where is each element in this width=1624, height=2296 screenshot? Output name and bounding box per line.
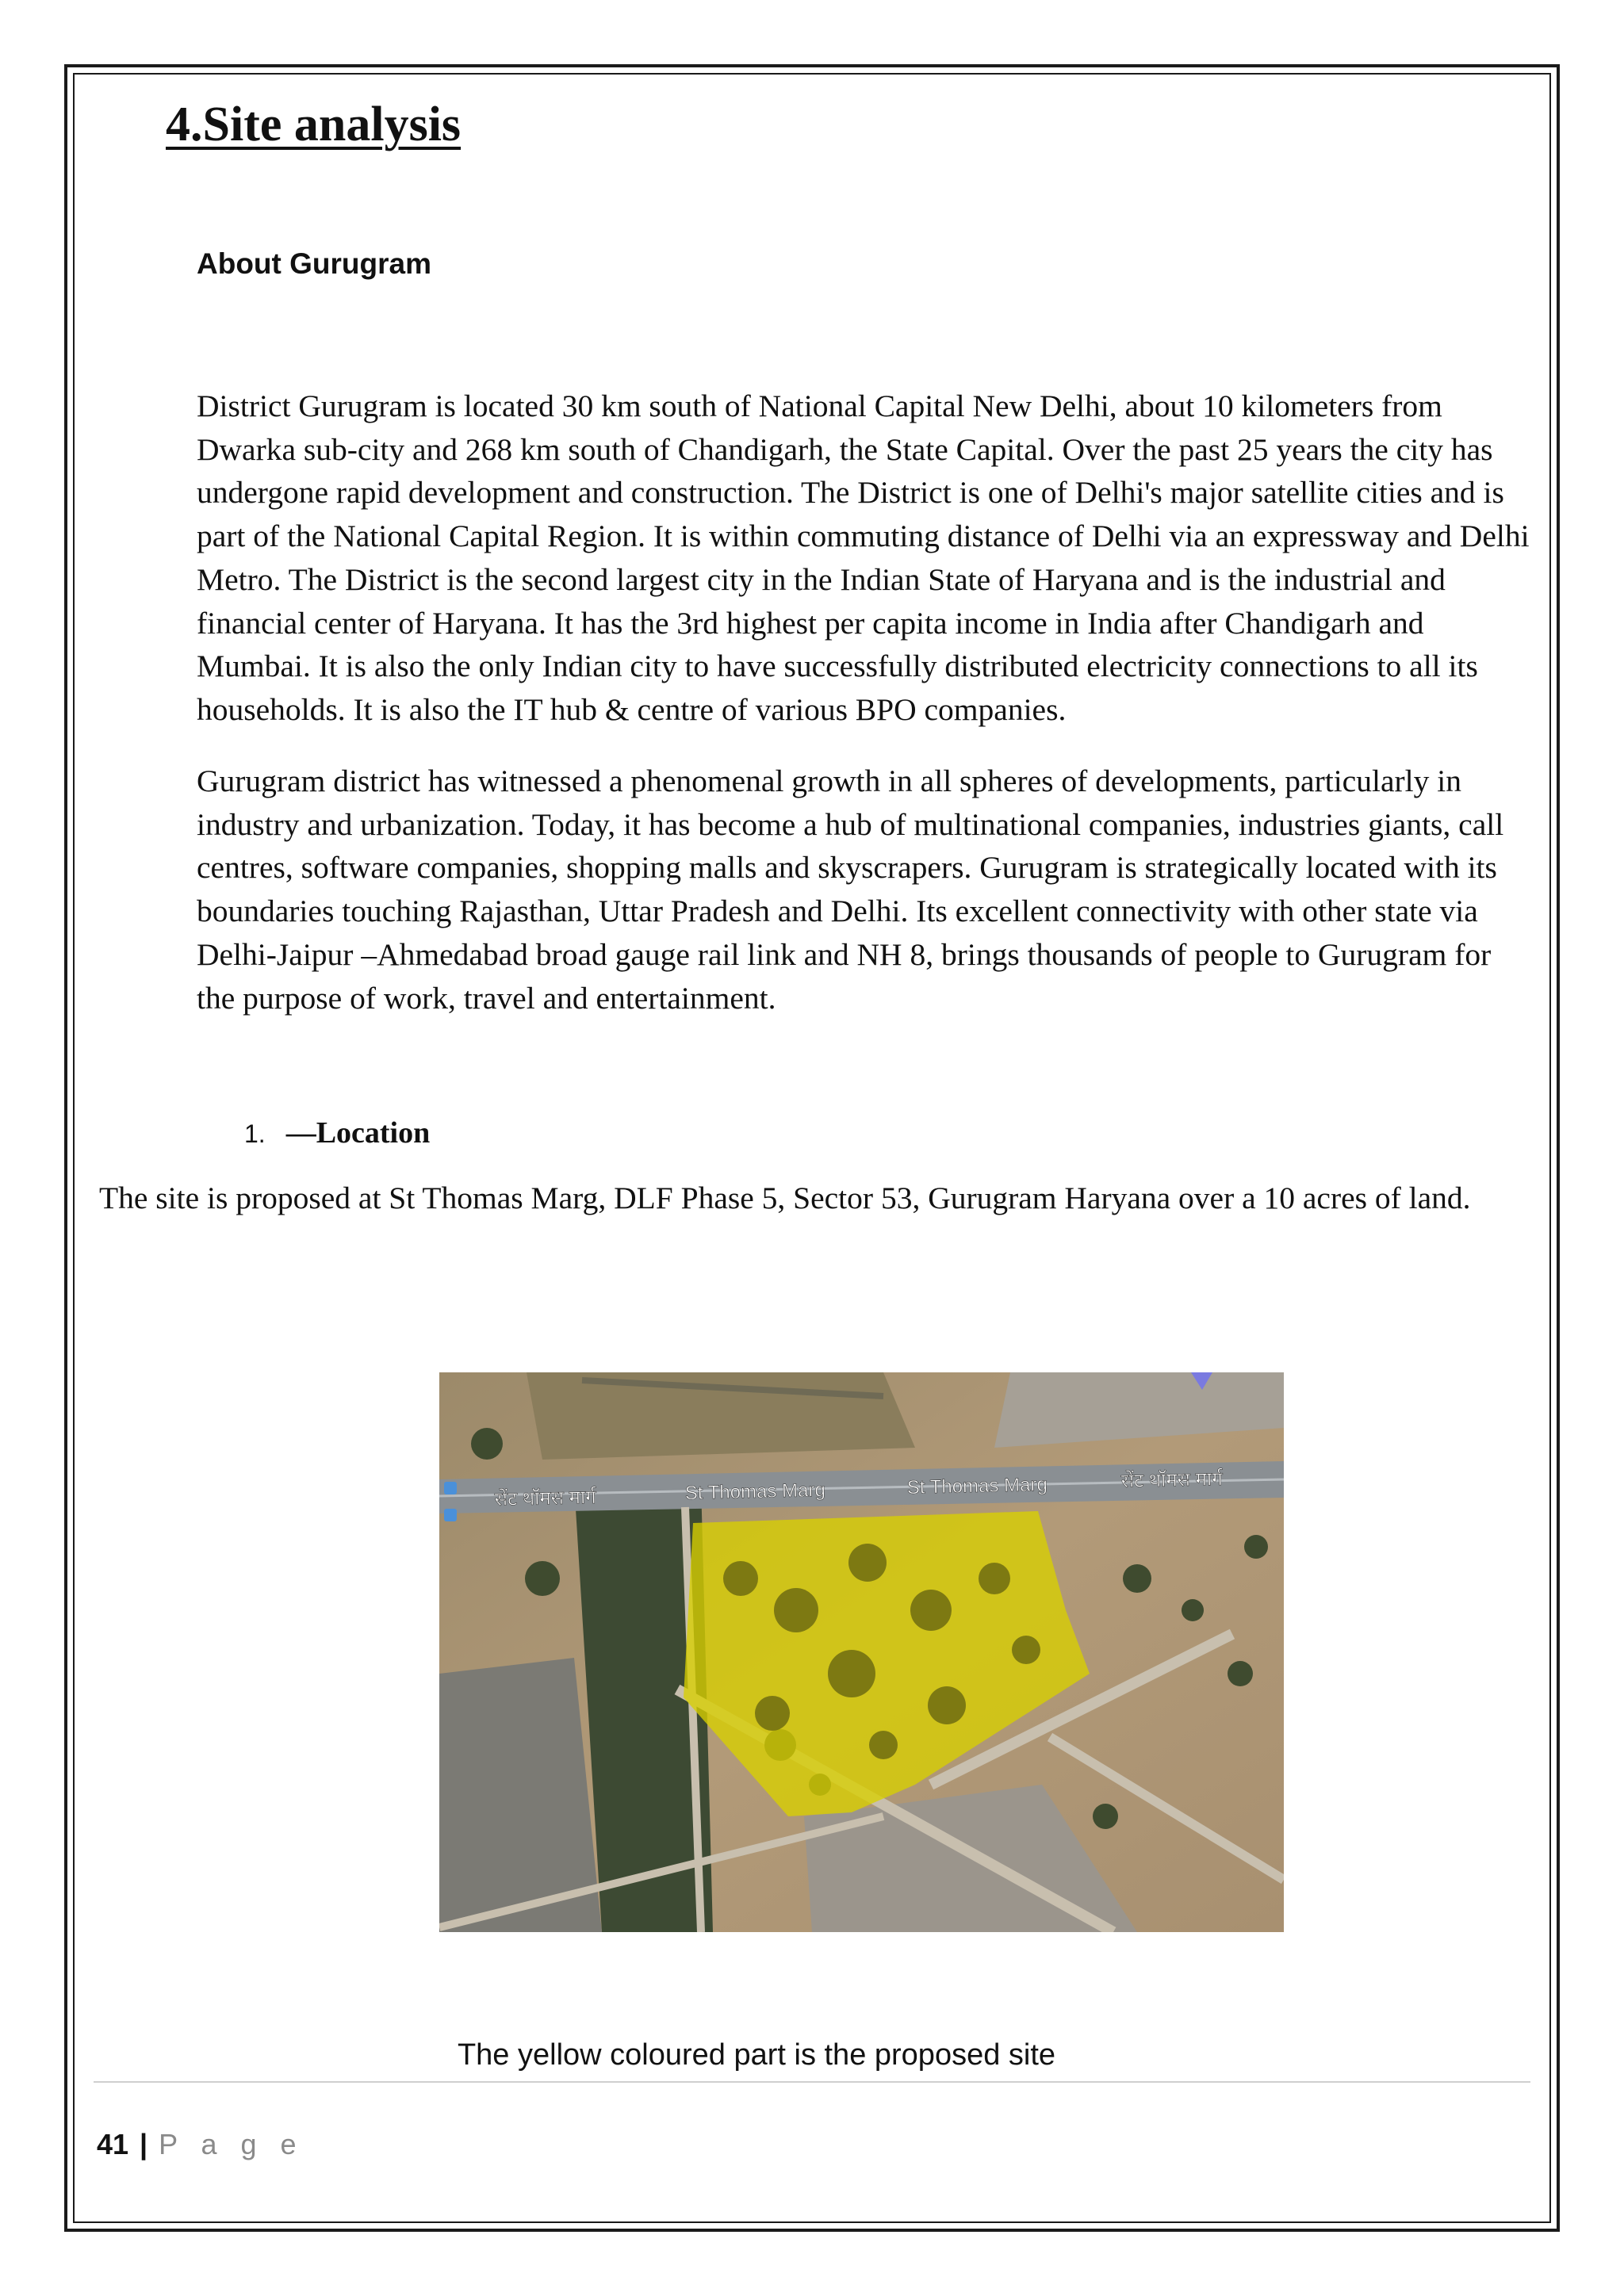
bus-stop-icon [444,1482,457,1494]
paragraph-about-1: District Gurugram is located 30 km south of National Capital New Delhi, about 10 kilometers from Dwarka sub-city and 268 km south of Chandigarh, the State Capital. Over the past 25 years the city has undergone rapid development and construction. The District is one of Delhi's major satellite cities and is part of the National Capital Region. It is within commuting distance of Delhi via an expressway and Delhi Metro. The District is the second largest city in the Indian State of Haryana and is the industrial and financial center of Haryana. It has the 3rd highest per capita income in India after Chandigarh and Mumbai. It is also the only Indian city to have successfully distributed electricity connections to all its households. It is also the IT hub & centre of various BPO companies. [197,388,1530,727]
map-label-hindi-left: सेंट थॉमस मार्ग [494,1487,596,1510]
page-label: P a g e [159,2128,304,2160]
map-label-hindi-right: सेंट थॉमस मार्ग [1120,1468,1223,1492]
bus-stop-icon-2 [444,1509,457,1521]
footer-separator: | [140,2128,148,2160]
location-title: —Location [285,1116,431,1150]
map-label-en-2: St Thomas Marg [906,1473,1048,1498]
section-heading: 4.Site analysis [166,98,462,151]
page-footer [97,2128,304,2161]
list-number: 1. [244,1119,266,1148]
site-satellite-map [439,1372,1284,1932]
subsection-heading: About Gurugram [197,247,431,280]
footer-divider [94,2081,1530,2083]
location-heading [244,1115,430,1150]
location-description: The site is proposed at St Thomas Marg, DLF Phase 5, Sector 53, Gurugram Haryana over a 10 acres of land. [99,1181,1471,1215]
map-label-en-1: St Thomas Marg [684,1479,826,1504]
paragraph-about-2: Gurugram district has witnessed a phenomenal growth in all spheres of developments, particularly in industry and urbanization. Today, it has become a hub of multinational companies, industries giants, call centres, software companies, shopping malls and skyscrapers. Gurugram is strategically located with its boundaries touching Rajasthan, Uttar Pradesh and Delhi. Its excellent connectivity with other state via Delhi-Jaipur –Ahmedabad broad gauge rail link and NH 8, brings thousands of people to Gurugram for the purpose of work, travel and entertainment. [197,763,1504,1016]
page-number: 41 [97,2128,129,2160]
figure-caption: The yellow coloured part is the proposed site [457,2038,1056,2072]
